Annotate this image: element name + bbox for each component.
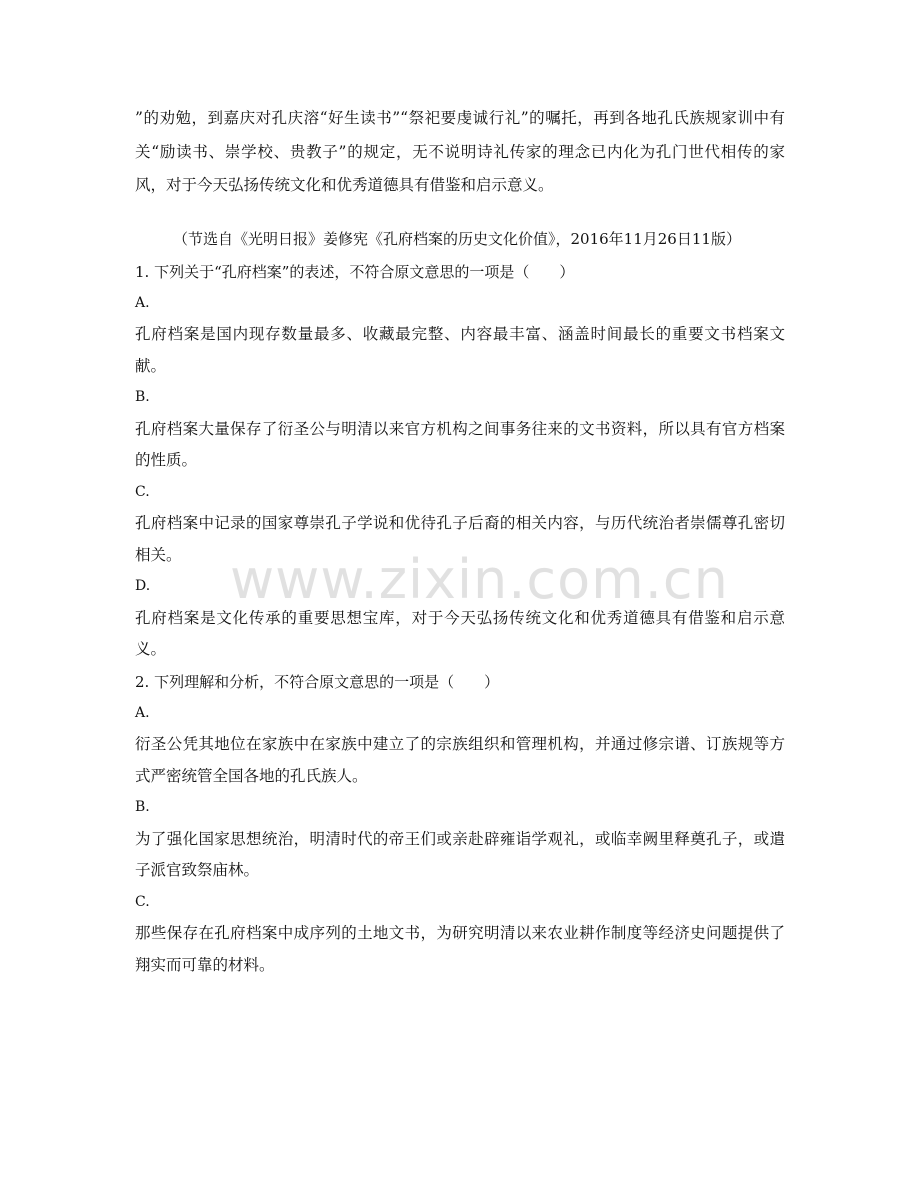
option-letter-b: B. — [135, 799, 150, 815]
option-text-d: 孔府档案是文化传承的重要思想宝库，对于今天弘扬传统文化和优秀道德具有借鉴和启示意义。 — [135, 608, 785, 658]
source-citation: （节选自《光明日报》姜修宪《孔府档案的历史文化价值》，2016年11月26日11版） — [173, 229, 741, 248]
watermark: www.zixin.com.cn — [230, 548, 729, 611]
intro-paragraph: ”的劝勉，到嘉庆对孔庆溶“好生读书”“祭祀要虔诚行礼”的嘱托，再到各地孔氏族规家训中有关“励读书、崇学校、贵教子”的规定，无不说明诗礼传家的理念已内化为孔门世代相传的家风，对于今天弘扬传统文化和优秀道德具有借鉴和启示意义。 — [135, 109, 785, 194]
option-letter-c: C. — [135, 483, 150, 500]
option-letter-b: B. — [135, 389, 150, 405]
question-1 — [135, 256, 785, 666]
question-stem: 2. 下列理解和分析，不符合原文意思的一项是（ ） — [135, 672, 500, 691]
question-2 — [135, 666, 785, 982]
option-letter-d: D. — [135, 578, 151, 594]
option-text-a: 孔府档案是国内现存数量最多、收藏最完整、内容最丰富、涵盖时间最长的重要文书档案文献。 — [135, 325, 785, 375]
option-letter-a: A. — [135, 294, 150, 311]
option-text-c: 孔府档案中记录的国家尊崇孔子学说和优待孔子后裔的相关内容，与历代统治者崇儒尊孔密切相关。 — [135, 514, 785, 564]
option-text-b: 孔府档案大量保存了衍圣公与明清以来官方机构之间事务往来的文书资料，所以具有官方档案的性质。 — [135, 419, 785, 469]
option-text-b: 为了强化国家思想统治，明清时代的帝王们或亲赴辟雍诣学观礼，或临幸阙里释奠孔子，或遣子派官致祭庙林。 — [135, 829, 785, 879]
option-text-a: 衍圣公凭其地位在家族中在家族中建立了的宗族组织和管理机构，并通过修宗谱、订族规等方式严密统管全国各地的孔氏族人。 — [135, 735, 785, 785]
document-body — [135, 102, 785, 981]
option-letter-c: C. — [135, 893, 150, 910]
option-letter-a: A. — [135, 704, 150, 721]
option-text-c: 那些保存在孔府档案中成序列的土地文书，为研究明清以来农业耕作制度等经济史问题提供了翔实而可靠的材料。 — [135, 924, 785, 974]
question-stem: 1. 下列关于“孔府档案”的表述，不符合原文意思的一项是（ ） — [135, 262, 575, 281]
